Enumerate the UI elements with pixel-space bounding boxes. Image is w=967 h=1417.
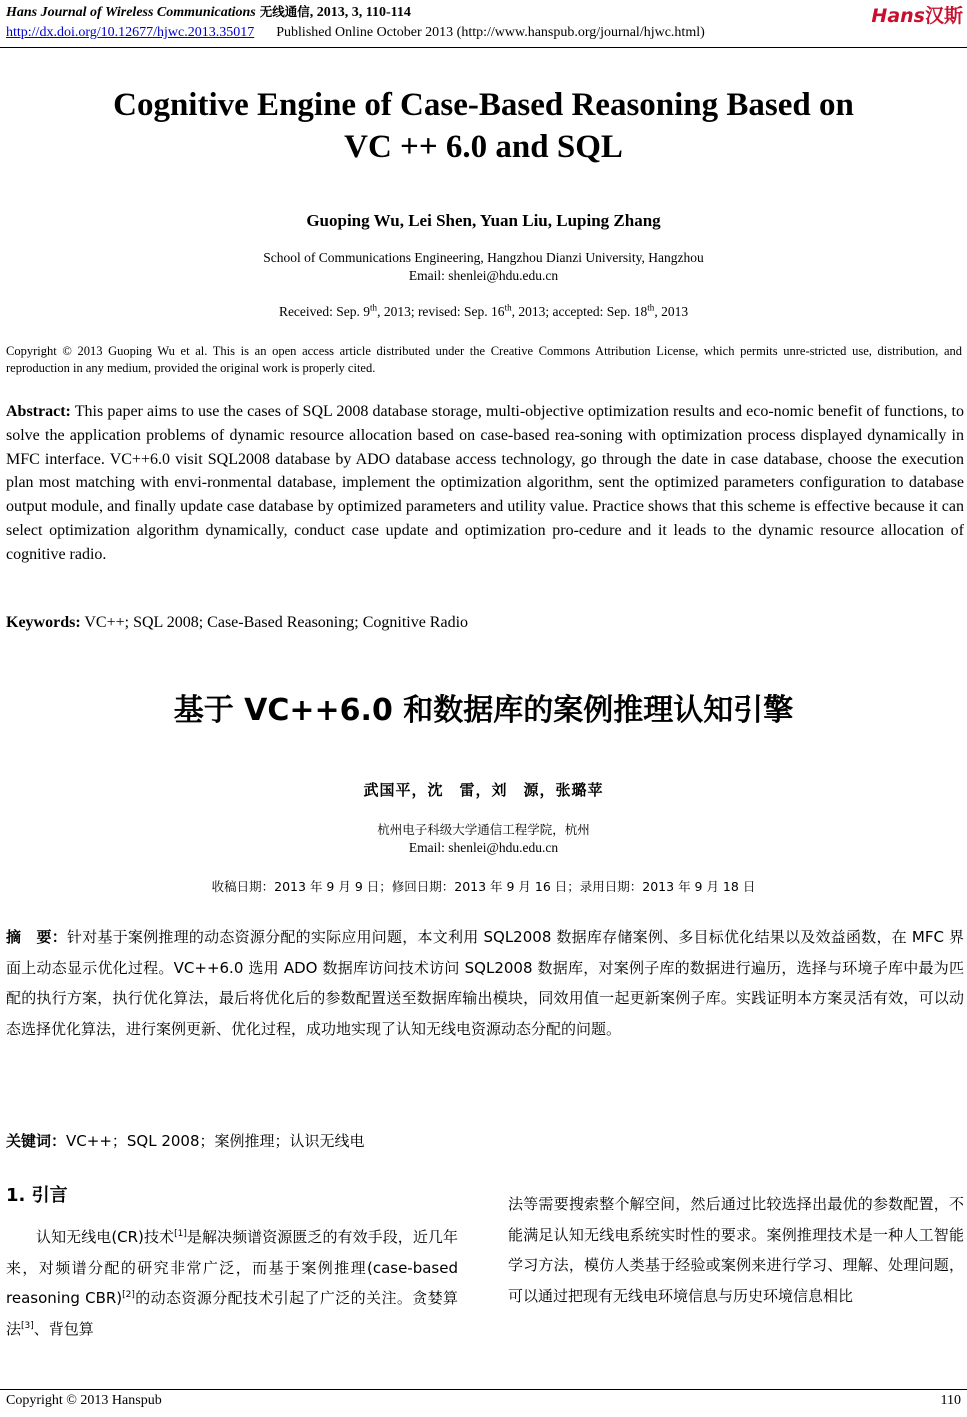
published-online: Published Online October 2013 (http://www.hanspub.org/journal/hjwc.html) [276,25,705,40]
journal-header [6,2,411,21]
journal-name: Hans Journal of Wireless Communications [6,5,256,20]
logo-text-en: Hans [871,5,925,27]
keywords-text: VC++; SQL 2008; Case-Based Reasoning; Cognitive Radio [84,614,469,631]
doi-link[interactable]: http://dx.doi.org/10.12677/hjwc.2013.35017 [6,25,255,40]
citation-1[interactable]: [1] [174,1229,187,1239]
citation-2[interactable]: [2] [122,1290,135,1300]
header-divider [0,47,967,48]
email-en: Email: shenlei@hdu.edu.cn [408,268,559,283]
abstract-label: Abstract: [6,403,71,420]
body-column-right: 法等需要搜索整个解空间，然后通过比较选择出最优的参数配置，不能满足认知无线电系统实时性的要求。案例推理技术是一种人工智能学习方法，模仿人类基于经验或案例来进行学习、理解、处理问题，可以通过把现有无线电环境信息与历史环境信息相比 [508,1195,964,1305]
logo-text-cn: 汉斯 [924,5,963,27]
section-heading-introduction: 1. 引言 [6,1185,68,1206]
received-dates-en: Received: Sep. 9th, 2013; revised: Sep. 16th, 2013; accepted: Sep. 18th, 2013 [278,302,689,319]
footer-divider [0,1389,967,1390]
paper-title-cn: 基于 VC++6.0 和数据库的案例推理认知引擎 [173,693,794,728]
keywords-en [6,614,468,632]
title-line-2: VC ++ 6.0 and SQL [344,129,623,165]
paper-title-en [0,84,967,168]
abstract-text: This paper aims to use the cases of SQL 2008 database storage, multi-objective optimization results and eco-nomic benefit of functions, to solve the application problems of dynamic resource allocation based on case-based rea-soning with optimization process displayed dynamically in MFC interface. VC++6.0 visit SQL2008 database by ADO database access technology, go through the date in case database, choose the execution plan most matching with envi-ronmental database, implement the optimization algorithm, sent the optimized parameters configuration to database output module, and finally update case database by optimized parameters and utility value. Practice shows that this scheme is effective because it can select optimization algorithm dynamically, conduct case update and optimization pro-cedure and it leads to the dynamic resource allocation of cognitive radio. [6,403,965,563]
abstract-cn [6,922,964,1044]
journal-name-cn: 无线通信 [259,4,310,19]
authors-en: Guoping Wu, Lei Shen, Yuan Liu, Luping Zhang [306,211,661,230]
keywords-cn-text: VC++；SQL 2008；案例推理；认识无线电 [66,1132,365,1150]
keywords-cn [6,1130,365,1151]
keywords-cn-label: 关键词： [6,1132,67,1150]
abstract-cn-label: 摘 要： [6,928,67,946]
abstract-en [6,400,964,567]
body-column-left: 认知无线电(CR)技术[1]是解决频谱资源匮乏的有效手段，近几年来，对频谱分配的研究非常广泛，而基于案例推理(case-based reasoning CBR)[2]的动态资源分配技术引起了广泛的关注。贪婪算法[3]、背包算 [6,1228,458,1338]
publication-line [6,25,705,41]
citation-3[interactable]: [3] [21,1320,34,1331]
received-dates-cn: 收稿日期：2013 年 9 月 9 日；修回日期：2013 年 9 月 16 日；录用日期：2013 年 9 月 18 日 [211,879,756,894]
affiliation-en: School of Communications Engineering, Hangzhou Dianzi University, Hangzhou [263,250,704,265]
title-line-1: Cognitive Engine of Case-Based Reasoning Based on [113,87,854,123]
journal-volume: , 2013, 3, 110-114 [309,5,411,20]
hans-logo [871,1,963,28]
authors-cn: 武国平，沈 雷，刘 源，张璐苹 [363,781,604,799]
footer-copyright: Copyright © 2013 Hanspub [6,1393,162,1408]
email-cn: Email: shenlei@hdu.edu.cn [408,840,559,855]
page-number: 110 [940,1393,961,1408]
copyright-notice: Copyright © 2013 Guoping Wu et al. This is an open access article distributed under the Creative Commons Attribution License, which permits unre-stricted use, distribution, and reproduction in any medium, provided the original work is properly cited. [6,344,962,375]
abstract-cn-text: 针对基于案例推理的动态资源分配的实际应用问题，本文利用 SQL2008 数据库存储案例、多目标优化结果以及效益函数，在 MFC 界面上动态显示优化过程。VC++6.0 选用 ADO 数据库访问技术访问 SQL2008 数据库，对案例子库的数据进行遍历，选择与环境子库中最为匹配的执行方案，执行优化算法，最后将优化后的参数配置送至数据库输出模块，同效用值一起更新案例子库。实践证明本方案灵活有效，可以动态选择优化算法，进行案例更新、优化过程，成功地实现了认知无线电资源动态分配的问题。 [6,928,964,1038]
keywords-label: Keywords: [6,614,81,631]
affiliation-cn: 杭州电子科级大学通信工程学院，杭州 [377,822,590,837]
